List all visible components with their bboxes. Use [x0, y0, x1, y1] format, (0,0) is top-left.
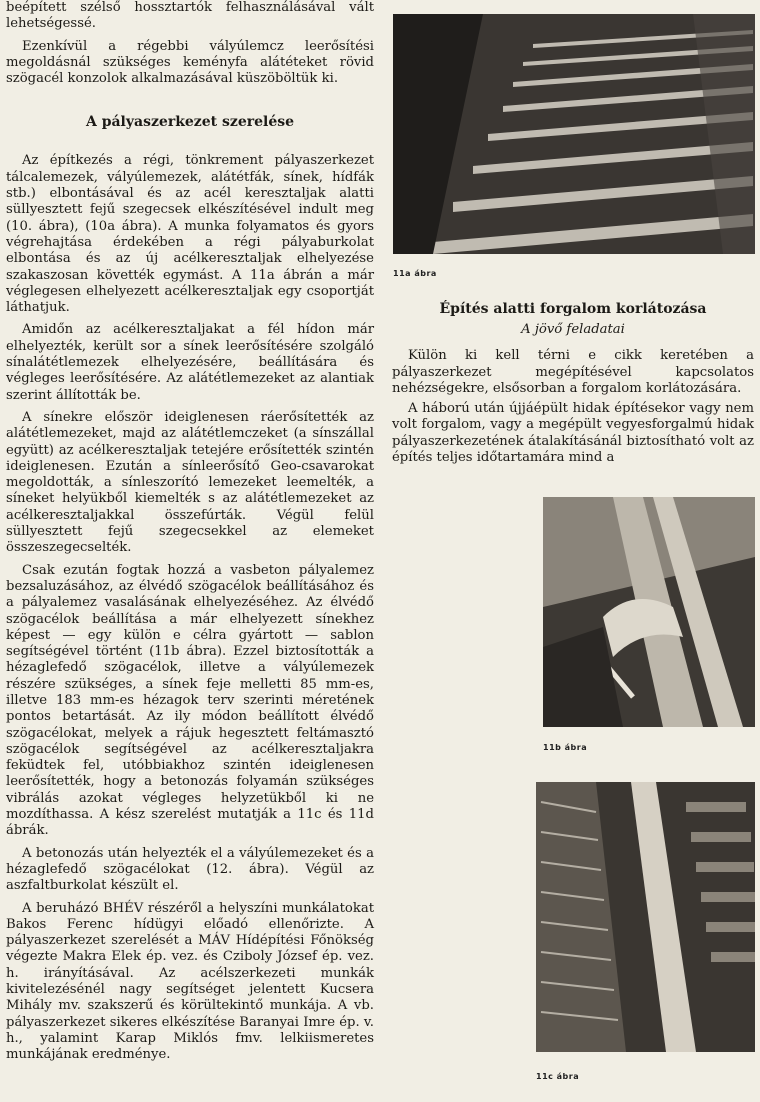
section-heading: A pályaszerkezet szerelése: [85, 114, 295, 131]
paragraph: Ezenkívül a régebbi vályúlemcz leerősítési megoldásnál szükséges keményfa alátéteket rövid szögacél konzolok alkalmazásával küszöböltük ki.: [6, 38, 374, 87]
section-heading: Építés alatti forgalom korlátozása: [439, 301, 707, 317]
photo-11a: [393, 14, 755, 254]
paragraph: A betonozás után helyezték el a vályúlemezeket és a hézaglefedő szögacélokat (12. ábra). Végül az aszfaltburkolat készült el.: [6, 845, 374, 894]
paragraph: A beruházó BHÉV részéről a helyszíni munkálatokat Bakos Ferenc hídügyi előadó ellenőrizte. A pályaszerkezet szerelését a MÁV Hídépítési Főnökség végezte Makra Elek ép. vez. és Cziboly József ép. vez. h. irányításával. Az acélszerkezeti munkák kivitelezésénél nagy segítséget jelentett Kucsera Mihály mv. szakszerű és körültekintő munkája. A vb. pályaszerkezet sikeres elkészítése Baranyai Imre ép. v. h., yalamint Karap Miklós fmv. lelkiismeretes munkájának eredménye.: [6, 900, 374, 1063]
section-subheading: A jövő feladatai: [521, 322, 625, 337]
paragraph: Külön ki kell térni e cikk keretében a pályaszerkezet megépítésével kapcsolatos nehézségekre, elsősorban a forgalom korlátozására.: [392, 348, 754, 396]
paragraph: A sínekre először ideiglenesen ráerősítették az alátétlemezeket, majd az alátétlemczeket (a sínszállal együtt) az acélkeresztaljak tetejére erősítették szintén ideiglenesen. Ezután a sínleerősítő Geo-csavarokat megoldották, a sínleszorító lemezeket leemelték, a síneket helyükből kiemelték s az alátétlemezeket az acélkeresztaljakkal összefúrták. Végül felül süllyesztett fejű szegecsekkel az elemeket összeszegecselték.: [6, 409, 374, 556]
left-column: [6, 0, 374, 1070]
paragraph: Csak ezután fogtak hozzá a vasbeton pályalemez bezsaluzásához, az élvédő szögacélok beállításához és a pályalemez vasalásának elhelyezéséhez. Az élvédő szögacélok beállítása a már elhelyezett sínekhez képest — egy külön e célra gyártott — sablon segítségével történt (11b ábra). Ezzel biztosították a hézaglefedő szögacélok, illetve a vályúlemezek részére szükséges, a sínek feje melletti 85 mm-es, illetve 183 mm-es hézagok terv szerinti méretének pontos betartását. Az ily módon beállított élvédő szögacélokat, melyek a rájuk hegesztett feltámasztó szögacélok segítségével az acélkeresztaljakra feküdtek fel, utóbbiakhoz szintén ideiglenesen leerősítették, hogy a betonozás folyamán szükséges vibrálás azokat végleges helyzetükből ki ne mozdíthassa. A kész szerelést mutatják a 11c és 11d ábrák.: [6, 562, 374, 839]
caption-11b: 11b ábra: [543, 743, 588, 752]
paragraph: A háború után újjáépült hidak építésekor vagy nem volt forgalom, vagy a megépült vegyesforgalmú hidak pályaszerkezetének átalakításánál biztosítható volt az építés teljes időtartamára mind a: [392, 401, 754, 466]
paragraph: beépített szélső hossztartók felhasználásával vált lehetségessé.: [6, 0, 374, 32]
caption-11a: 11a ábra: [393, 269, 437, 278]
right-column-text: [392, 300, 754, 470]
paragraph: Amidőn az acélkeresztaljakat a fél hídon már elhelyezték, került sor a sínek leerősítésére szolgáló sínalátétlemezek elhelyezésére, beállítására és végleges leerősítésére. Az alátétlemezeket az alantiak szerint állították be.: [6, 322, 374, 403]
photo-11c: [536, 782, 755, 1052]
caption-11c: 11c ábra: [536, 1072, 580, 1081]
photo-11b: [543, 497, 755, 727]
paragraph: Az építkezés a régi, tönkrement pályaszerkezet tálcalemezek, vályúlemezek, alátétfák, sínek, hídfák stb.) elbontásával és az acél keresztaljak alatti süllyesztett fejű szegecsek elkészítésével indult meg (10. ábra), (10a ábra). A munka folyamatos és gyors végrehajtása érdekében a régi pályaburkolat elbontása és az új acélkeresztaljak elhelyezése szakaszosan követték egymást. A 11a ábrán a már véglegesen elhelyezett acélkeresztaljak egy csoportját láthatjuk.: [6, 153, 374, 316]
